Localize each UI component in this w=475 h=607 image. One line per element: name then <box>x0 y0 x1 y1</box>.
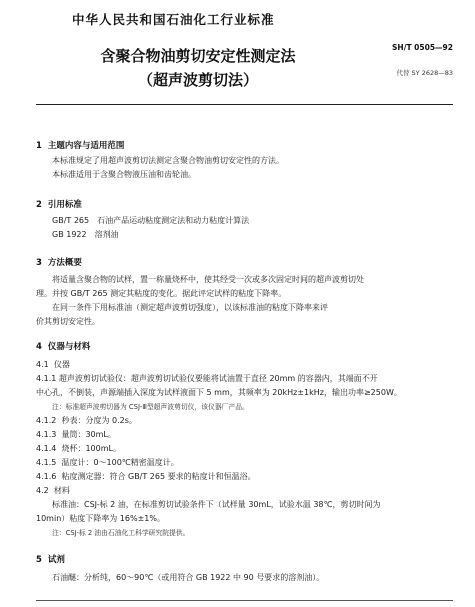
reference-gb-265: GB/T 265 石油产品运动粘度测定法和动力粘度计算法 <box>52 216 250 225</box>
section-1-heading: 1 主题内容与适用范围 <box>36 141 125 151</box>
item-4-1-3: 4.1.3 量筒：30mL。 <box>36 430 116 439</box>
item-4-2-line-2: 10min）粘度下降率为 16%±1%。 <box>36 514 165 523</box>
section-2-body <box>52 214 249 242</box>
document-title <box>98 44 298 92</box>
item-4-2-note: 注：CSJ-标 2 油由石油化工科学研究院提供。 <box>52 529 190 537</box>
item-4-1-1: 4.1.1 超声波剪切试验仪：超声波剪切试验仪要能将试油置于直径 20mm 的容器内，其端面不开 <box>36 374 378 383</box>
section-3-line-4: 价其剪切安定性。 <box>36 317 100 326</box>
document-header: 中华人民共和国石油化工行业标准 <box>72 12 275 27</box>
title-line-2: （超声波剪切法） <box>137 71 258 89</box>
section-2-heading: 2 引用标准 <box>36 200 82 210</box>
item-4-1-6: 4.1.6 粘度测定器：符合 GB/T 265 要求的粘度计和恒温浴。 <box>36 472 256 481</box>
item-4-1-2: 4.1.2 秒表：分度为 0.2s。 <box>36 416 137 425</box>
section-3-body <box>36 273 364 329</box>
footer-rule <box>36 600 453 601</box>
section-3-line-3: 在同一条件下用标准油（测定超声波剪切强度），以该标准油的粘度下降率来评 <box>52 303 328 312</box>
standard-code: SH/T 0505—92 <box>392 43 453 52</box>
section-4-items <box>36 358 402 540</box>
item-4-1-4: 4.1.4 烧杯：100mL。 <box>36 444 121 453</box>
title-line-1: 含聚合物油剪切安定性测定法 <box>100 47 296 65</box>
section-5-heading: 5 试剂 <box>36 555 65 565</box>
item-4-2: 4.2 材料 <box>36 486 70 495</box>
reference-gb-1922: GB 1922 溶剂油 <box>52 230 119 239</box>
item-4-1-1-cont: 中心孔，不倒装，声源端插入深度为试样液面下 5 mm，其频率为 20kHz±1kHz，输出功率≥250W。 <box>36 388 402 397</box>
item-4-1-1-note: 注：标准超声波剪切器为 CSJ-Ⅲ型超声波剪切仪，该仪器厂产品。 <box>52 403 249 411</box>
header-rule <box>36 104 453 105</box>
section-1-body <box>52 154 284 182</box>
section-4-heading: 4 仪器与材料 <box>36 342 91 352</box>
section-5-body: 石油醚：分析纯，60～90℃（或用符合 GB 1922 中 90 号要求的溶剂油）。 <box>52 573 325 582</box>
section-3-line-2: 理。并按 GB/T 265 测定其粘度的变化。据此评定试样的粘度下降率。 <box>36 289 287 298</box>
section-3-heading: 3 方法概要 <box>36 258 82 268</box>
section-1-line-2: 本标准适用于含聚合物液压油和齿轮油。 <box>52 170 196 179</box>
section-3-line-1: 将适量含聚合物的试样，置一称量烧杯中，使其经受一次或多次固定时间的超声波剪切处 <box>52 275 364 284</box>
item-4-1-5: 4.1.5 温度计：0～100℃精密温度计。 <box>36 458 179 467</box>
item-4-2-line-1: 标准油：CSJ-标 2 油，在标准剪切试验条件下（试样量 30mL，试验水温 38℃，剪切时间为 <box>52 500 381 509</box>
replaces-note: 代替 SY 2628—83 <box>396 69 453 77</box>
item-4-1: 4.1 仪器 <box>36 360 70 369</box>
section-1-line-1: 本标准规定了用超声波剪切法测定含聚合物油剪切安定性的方法。 <box>52 156 284 165</box>
